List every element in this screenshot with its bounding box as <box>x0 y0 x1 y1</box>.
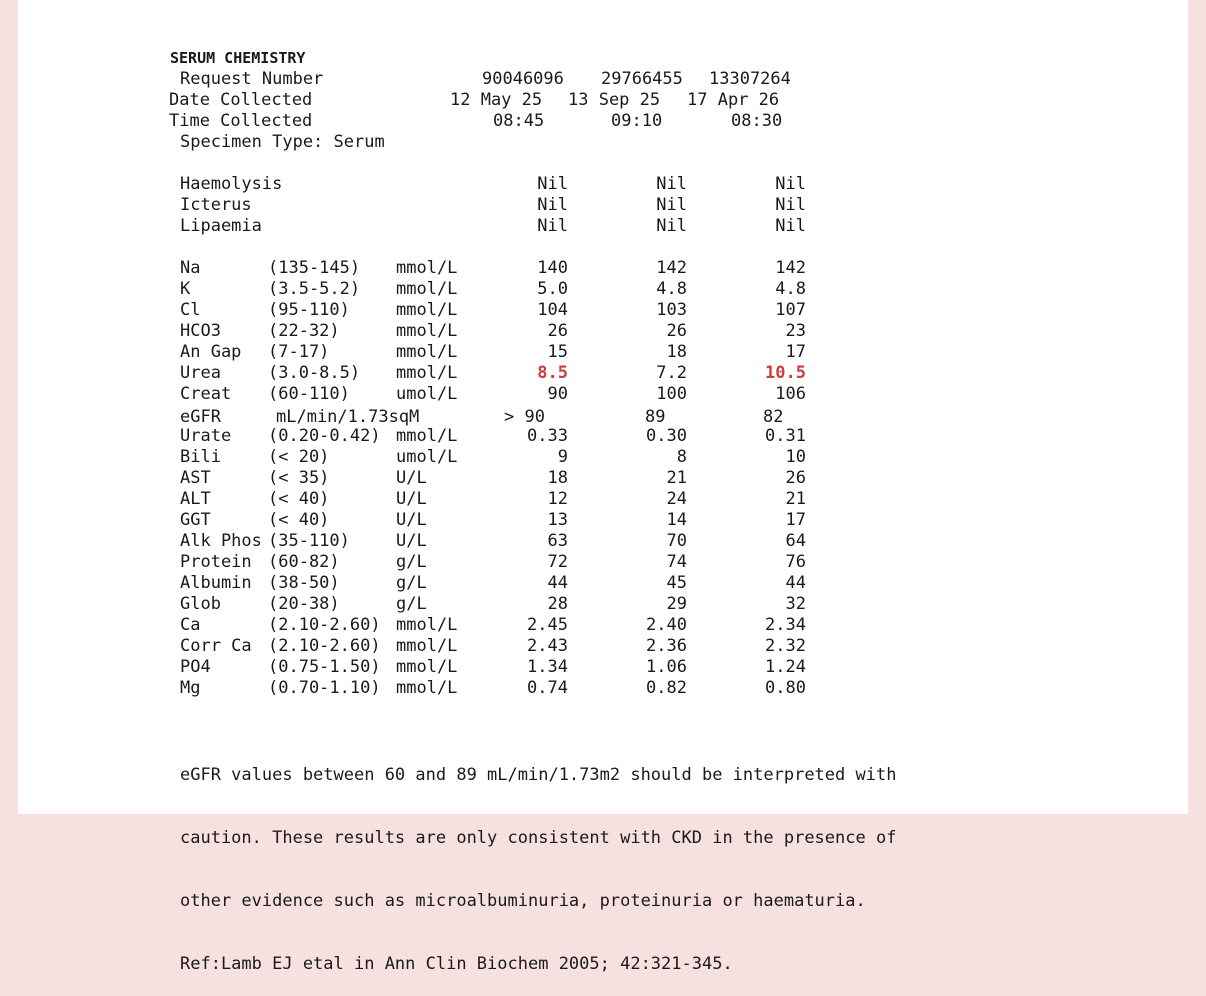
request-number-2: 29766455 <box>601 69 683 89</box>
analyte-name: Mg <box>180 678 201 698</box>
analyte-value: 63 <box>547 531 568 551</box>
analyte-value: 64 <box>785 531 806 551</box>
footnote-line-1: eGFR values between 60 and 89 mL/min/1.73m2 should be interpreted with <box>180 765 897 785</box>
analyte-value: 12 <box>547 489 568 509</box>
analyte-value: 142 <box>656 258 687 278</box>
analyte-value: 107 <box>775 300 806 320</box>
analyte-reference-range: (135-145) <box>268 258 361 278</box>
request-number-3: 13307264 <box>709 69 791 89</box>
egfr-name: eGFR <box>180 407 221 427</box>
analyte-name: Glob <box>180 594 221 614</box>
analyte-value: 26 <box>666 321 687 341</box>
report-title: SERUM CHEMISTRY <box>170 49 306 67</box>
index-value: Nil <box>656 216 687 236</box>
analyte-value: 2.34 <box>765 615 806 635</box>
analyte-reference-range: (0.75-1.50) <box>268 657 381 677</box>
analyte-name: PO4 <box>180 657 211 677</box>
analyte-reference-range: (< 40) <box>268 489 330 509</box>
analyte-unit: g/L <box>396 552 427 572</box>
analyte-value: 5.0 <box>537 279 568 299</box>
analyte-name: Cl <box>180 300 201 320</box>
analyte-value: 100 <box>656 384 687 404</box>
analyte-value: 21 <box>666 468 687 488</box>
analyte-value: 76 <box>785 552 806 572</box>
analyte-reference-range: (7-17) <box>268 342 330 362</box>
index-value: Nil <box>775 195 806 215</box>
analyte-value: 72 <box>547 552 568 572</box>
analyte-unit: mmol/L <box>396 321 458 341</box>
footnote-line-3: other evidence such as microalbuminuria, proteinuria or haematuria. <box>180 891 866 911</box>
analyte-reference-range: (3.0-8.5) <box>268 363 361 383</box>
analyte-value: 4.8 <box>775 279 806 299</box>
analyte-value: 90 <box>547 384 568 404</box>
index-value: Nil <box>775 216 806 236</box>
analyte-value: 0.33 <box>527 426 568 446</box>
analyte-reference-range: (22-32) <box>268 321 340 341</box>
analyte-value: 32 <box>785 594 806 614</box>
index-value: Nil <box>775 174 806 194</box>
analyte-value: 14 <box>666 510 687 530</box>
analyte-value: 17 <box>785 510 806 530</box>
time-collected-1: 08:45 <box>493 111 545 131</box>
analyte-unit: mmol/L <box>396 363 458 383</box>
index-value: Nil <box>656 195 687 215</box>
analyte-value: 0.82 <box>646 678 687 698</box>
analyte-value: 17 <box>785 342 806 362</box>
analyte-value: 45 <box>666 573 687 593</box>
specimen-type: Specimen Type: Serum <box>180 132 385 152</box>
analyte-reference-range: (< 20) <box>268 447 330 467</box>
analyte-unit: U/L <box>396 510 427 530</box>
analyte-value: 104 <box>537 300 568 320</box>
analyte-name: Creat <box>180 384 232 404</box>
analyte-value: 23 <box>785 321 806 341</box>
egfr-value-2: 89 <box>645 407 666 427</box>
analyte-value: 9 <box>557 447 568 467</box>
analyte-value: 29 <box>666 594 687 614</box>
analyte-unit: mmol/L <box>396 615 458 635</box>
analyte-name: An Gap <box>180 342 242 362</box>
request-number-label: Request Number <box>180 69 324 89</box>
analyte-value: 1.06 <box>646 657 687 677</box>
analyte-unit: U/L <box>396 468 427 488</box>
egfr-unit: mL/min/1.73sqM <box>276 407 420 427</box>
analyte-name: GGT <box>180 510 211 530</box>
analyte-value: 10 <box>785 447 806 467</box>
analyte-name: Na <box>180 258 201 278</box>
analyte-unit: g/L <box>396 573 427 593</box>
egfr-footnote <box>180 723 896 996</box>
analyte-name: Alk Phos <box>180 531 262 551</box>
analyte-reference-range: (0.70-1.10) <box>268 678 381 698</box>
analyte-reference-range: (38-50) <box>268 573 340 593</box>
time-collected-3: 08:30 <box>731 111 783 131</box>
analyte-value: 103 <box>656 300 687 320</box>
analyte-value-flagged: 8.5 <box>537 363 568 383</box>
analyte-value: 4.8 <box>656 279 687 299</box>
index-value: Nil <box>537 174 568 194</box>
analyte-value: 21 <box>785 489 806 509</box>
analyte-unit: mmol/L <box>396 678 458 698</box>
analyte-name: Bili <box>180 447 221 467</box>
analyte-value: 44 <box>547 573 568 593</box>
analyte-value: 2.32 <box>765 636 806 656</box>
analyte-value: 2.40 <box>646 615 687 635</box>
analyte-name: Urea <box>180 363 221 383</box>
analyte-value: 2.36 <box>646 636 687 656</box>
analyte-unit: umol/L <box>396 447 458 467</box>
analyte-reference-range: (20-38) <box>268 594 340 614</box>
analyte-value: 28 <box>547 594 568 614</box>
analyte-unit: mmol/L <box>396 657 458 677</box>
analyte-value: 142 <box>775 258 806 278</box>
date-collected-3: 17 Apr 26 <box>687 90 780 110</box>
analyte-value: 24 <box>666 489 687 509</box>
analyte-name: AST <box>180 468 211 488</box>
analyte-value: 18 <box>666 342 687 362</box>
analyte-value: 13 <box>547 510 568 530</box>
analyte-reference-range: (2.10-2.60) <box>268 615 381 635</box>
egfr-value-3: 82 <box>763 407 784 427</box>
analyte-value: 2.43 <box>527 636 568 656</box>
analyte-unit: mmol/L <box>396 342 458 362</box>
analyte-name: Protein <box>180 552 252 572</box>
analyte-value: 44 <box>785 573 806 593</box>
request-number-1: 90046096 <box>482 69 564 89</box>
analyte-value: 26 <box>785 468 806 488</box>
date-collected-label: Date Collected <box>169 90 313 110</box>
index-name: Haemolysis <box>180 174 283 194</box>
analyte-unit: mmol/L <box>396 426 458 446</box>
analyte-unit: U/L <box>396 489 427 509</box>
analyte-name: HCO3 <box>180 321 221 341</box>
analyte-reference-range: (60-110) <box>268 384 350 404</box>
analyte-reference-range: (< 40) <box>268 510 330 530</box>
time-collected-label: Time Collected <box>169 111 313 131</box>
analyte-value: 70 <box>666 531 687 551</box>
analyte-reference-range: (95-110) <box>268 300 350 320</box>
date-collected-1: 12 May 25 <box>450 90 543 110</box>
analyte-reference-range: (60-82) <box>268 552 340 572</box>
analyte-value: 1.24 <box>765 657 806 677</box>
analyte-value: 15 <box>547 342 568 362</box>
time-collected-2: 09:10 <box>611 111 663 131</box>
analyte-value: 7.2 <box>656 363 687 383</box>
analyte-value: 140 <box>537 258 568 278</box>
analyte-value: 2.45 <box>527 615 568 635</box>
analyte-value: 106 <box>775 384 806 404</box>
analyte-name: Ca <box>180 615 201 635</box>
analyte-value-flagged: 10.5 <box>765 363 806 383</box>
analyte-value: 1.34 <box>527 657 568 677</box>
analyte-value: 26 <box>547 321 568 341</box>
analyte-value: 18 <box>547 468 568 488</box>
index-value: Nil <box>537 195 568 215</box>
analyte-name: ALT <box>180 489 211 509</box>
index-name: Lipaemia <box>180 216 262 236</box>
analyte-unit: mmol/L <box>396 300 458 320</box>
footnote-line-2: caution. These results are only consistent with CKD in the presence of <box>180 828 897 848</box>
index-value: Nil <box>656 174 687 194</box>
analyte-unit: mmol/L <box>396 258 458 278</box>
date-collected-2: 13 Sep 25 <box>568 90 661 110</box>
analyte-reference-range: (35-110) <box>268 531 350 551</box>
analyte-value: 74 <box>666 552 687 572</box>
analyte-value: 0.74 <box>527 678 568 698</box>
analyte-name: Albumin <box>180 573 252 593</box>
analyte-reference-range: (3.5-5.2) <box>268 279 361 299</box>
analyte-unit: umol/L <box>396 384 458 404</box>
analyte-unit: mmol/L <box>396 636 458 656</box>
analyte-reference-range: (2.10-2.60) <box>268 636 381 656</box>
analyte-unit: mmol/L <box>396 279 458 299</box>
footnote-line-4: Ref:Lamb EJ etal in Ann Clin Biochem 2005; 42:321-345. <box>180 954 733 974</box>
analyte-name: Corr Ca <box>180 636 252 656</box>
analyte-value: 0.31 <box>765 426 806 446</box>
analyte-reference-range: (< 35) <box>268 468 330 488</box>
analyte-value: 0.80 <box>765 678 806 698</box>
analyte-name: Urate <box>180 426 232 446</box>
analyte-reference-range: (0.20-0.42) <box>268 426 381 446</box>
analyte-unit: U/L <box>396 531 427 551</box>
egfr-value-1: > 90 <box>504 407 545 427</box>
analyte-unit: g/L <box>396 594 427 614</box>
analyte-value: 0.30 <box>646 426 687 446</box>
analyte-value: 8 <box>676 447 687 467</box>
analyte-name: K <box>180 279 191 299</box>
index-name: Icterus <box>180 195 252 215</box>
index-value: Nil <box>537 216 568 236</box>
